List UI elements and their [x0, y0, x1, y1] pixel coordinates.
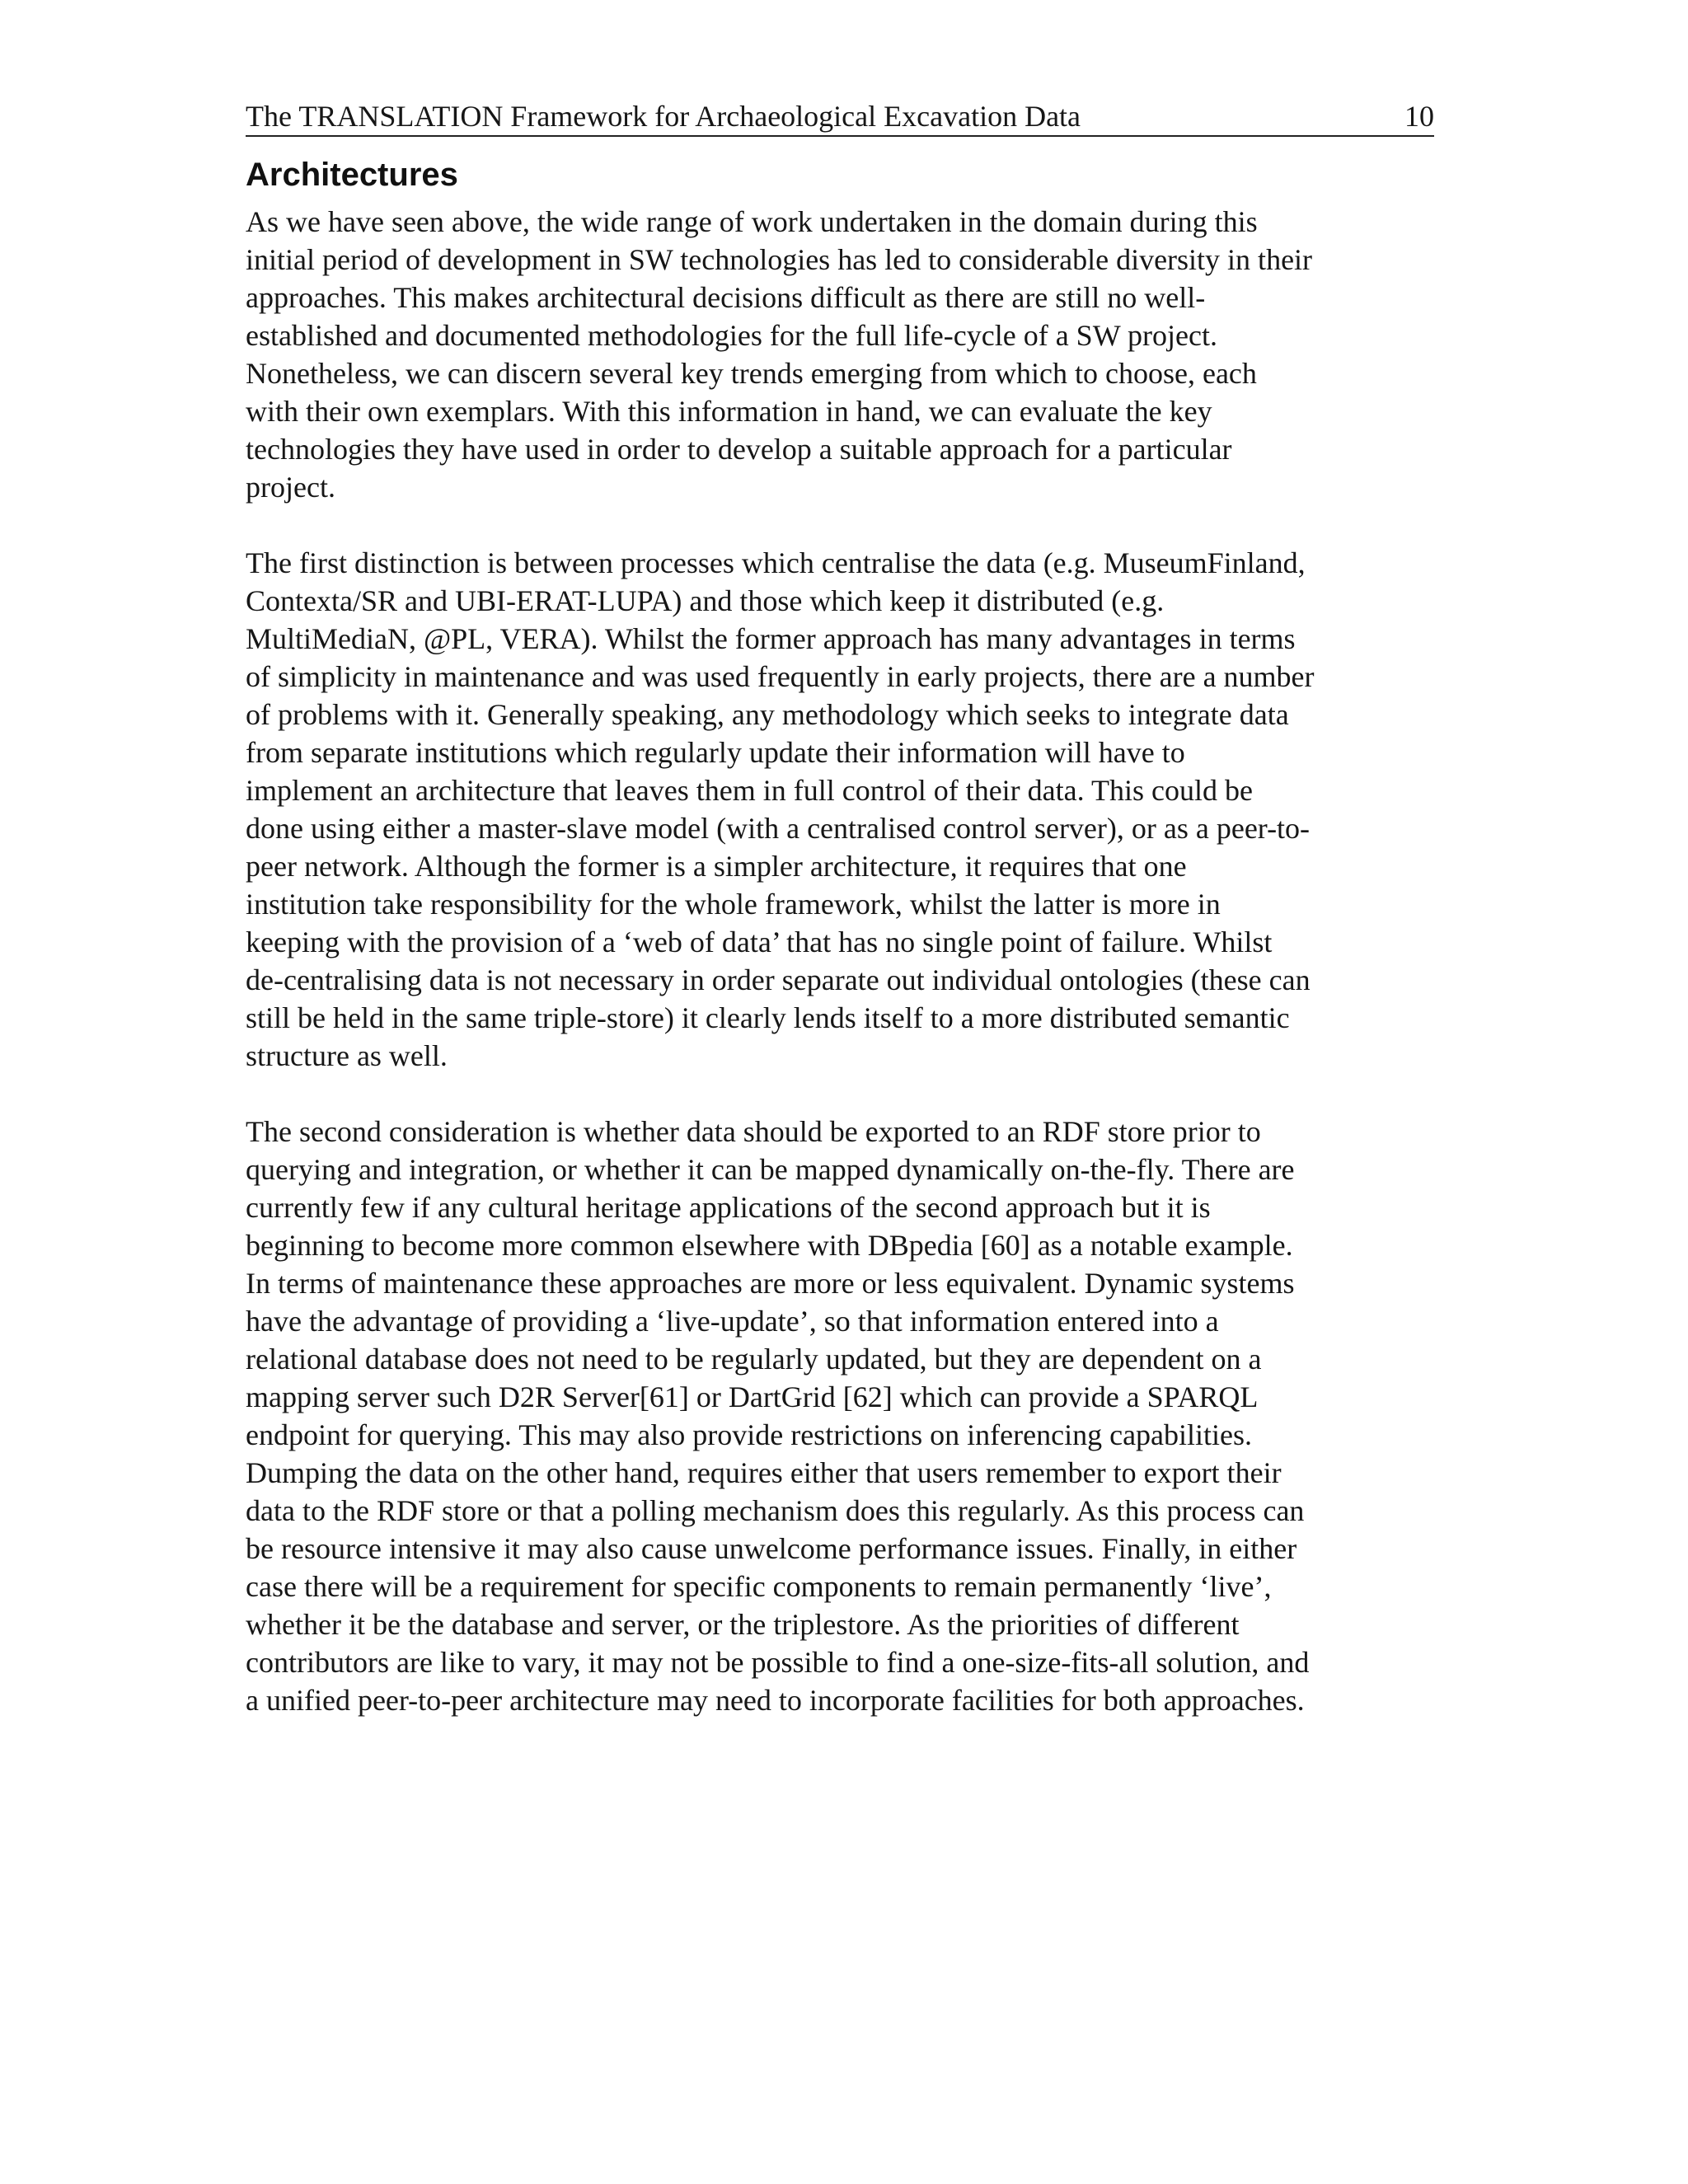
- text-line: be resource intensive it may also cause unwelcome performance issues. Finally, in either: [246, 1532, 1297, 1565]
- text-line: beginning to become more common elsewhere with DBpedia [60] as a notable example.: [246, 1229, 1293, 1262]
- paragraph-2: [246, 544, 1434, 1075]
- text-line: initial period of development in SW technologies has led to considerable diversity in their: [246, 243, 1313, 276]
- text-line: In terms of maintenance these approaches are more or less equivalent. Dynamic systems: [246, 1267, 1295, 1300]
- page-number: 10: [1404, 100, 1434, 133]
- text-line: institution take responsibility for the whole framework, whilst the latter is more in: [246, 888, 1221, 921]
- text-line: done using either a master-slave model (with a centralised control server), or as a peer-to-: [246, 812, 1311, 845]
- text-line: whether it be the database and server, or the triplestore. As the priorities of different: [246, 1608, 1240, 1641]
- text-line: approaches. This makes architectural decisions difficult as there are still no well-: [246, 281, 1206, 314]
- text-line: MultiMediaN, @PL, VERA). Whilst the former approach has many advantages in terms: [246, 622, 1296, 655]
- running-header: [246, 97, 1434, 137]
- header-title: The TRANSLATION Framework for Archaeological Excavation Data: [246, 100, 1081, 133]
- text-line: structure as well.: [246, 1039, 448, 1072]
- text-line: a unified peer-to-peer architecture may need to incorporate facilities for both approaches.: [246, 1684, 1305, 1717]
- text-line: mapping server such D2R Server[61] or DartGrid [62] which can provide a SPARQL: [246, 1380, 1259, 1413]
- text-line: contributors are like to vary, it may not be possible to find a one-size-fits-all solution, and: [246, 1646, 1310, 1679]
- paragraph-3: [246, 1113, 1434, 1719]
- text-line: The second consideration is whether data should be exported to an RDF store prior to: [246, 1115, 1261, 1148]
- text-line: As we have seen above, the wide range of work undertaken in the domain during this: [246, 205, 1258, 238]
- text-line: endpoint for querying. This may also provide restrictions on inferencing capabilities.: [246, 1418, 1253, 1451]
- text-line: data to the RDF store or that a polling mechanism does this regularly. As this process can: [246, 1494, 1305, 1527]
- text-line: established and documented methodologies for the full life-cycle of a SW project.: [246, 319, 1217, 352]
- text-line: case there will be a requirement for specific components to remain permanently ‘live’,: [246, 1570, 1272, 1603]
- text-line: relational database does not need to be regularly updated, but they are dependent on a: [246, 1343, 1262, 1376]
- text-line: project.: [246, 471, 335, 504]
- text-line: keeping with the provision of a ‘web of data’ that has no single point of failure. Whilst: [246, 926, 1273, 958]
- text-line: implement an architecture that leaves them in full control of their data. This could be: [246, 774, 1253, 807]
- text-line: querying and integration, or whether it can be mapped dynamically on-the-fly. There are: [246, 1153, 1295, 1186]
- text-line: The first distinction is between processes which centralise the data (e.g. MuseumFinland,: [246, 546, 1306, 579]
- text-line: with their own exemplars. With this information in hand, we can evaluate the key: [246, 395, 1212, 428]
- text-line: still be held in the same triple-store) it clearly lends itself to a more distributed semantic: [246, 1001, 1290, 1034]
- text-line: peer network. Although the former is a simpler architecture, it requires that one: [246, 850, 1187, 883]
- text-line: of problems with it. Generally speaking, any methodology which seeks to integrate data: [246, 698, 1289, 731]
- section-heading: Architectures: [246, 157, 458, 193]
- text-line: de-centralising data is not necessary in order separate out individual ontologies (these can: [246, 963, 1311, 996]
- paragraph-1: [246, 203, 1434, 506]
- text-line: Nonetheless, we can discern several key trends emerging from which to choose, each: [246, 357, 1257, 390]
- text-line: have the advantage of providing a ‘live-update’, so that information entered into a: [246, 1305, 1219, 1338]
- body-text: [246, 203, 1434, 1757]
- text-line: currently few if any cultural heritage applications of the second approach but it is: [246, 1191, 1211, 1224]
- text-line: technologies they have used in order to develop a suitable approach for a particular: [246, 433, 1232, 466]
- text-line: of simplicity in maintenance and was used frequently in early projects, there are a number: [246, 660, 1315, 693]
- text-line: Dumping the data on the other hand, requires either that users remember to export their: [246, 1456, 1282, 1489]
- text-line: from separate institutions which regularly update their information will have to: [246, 736, 1185, 769]
- text-line: Contexta/SR and UBI-ERAT-LUPA) and those which keep it distributed (e.g.: [246, 584, 1165, 617]
